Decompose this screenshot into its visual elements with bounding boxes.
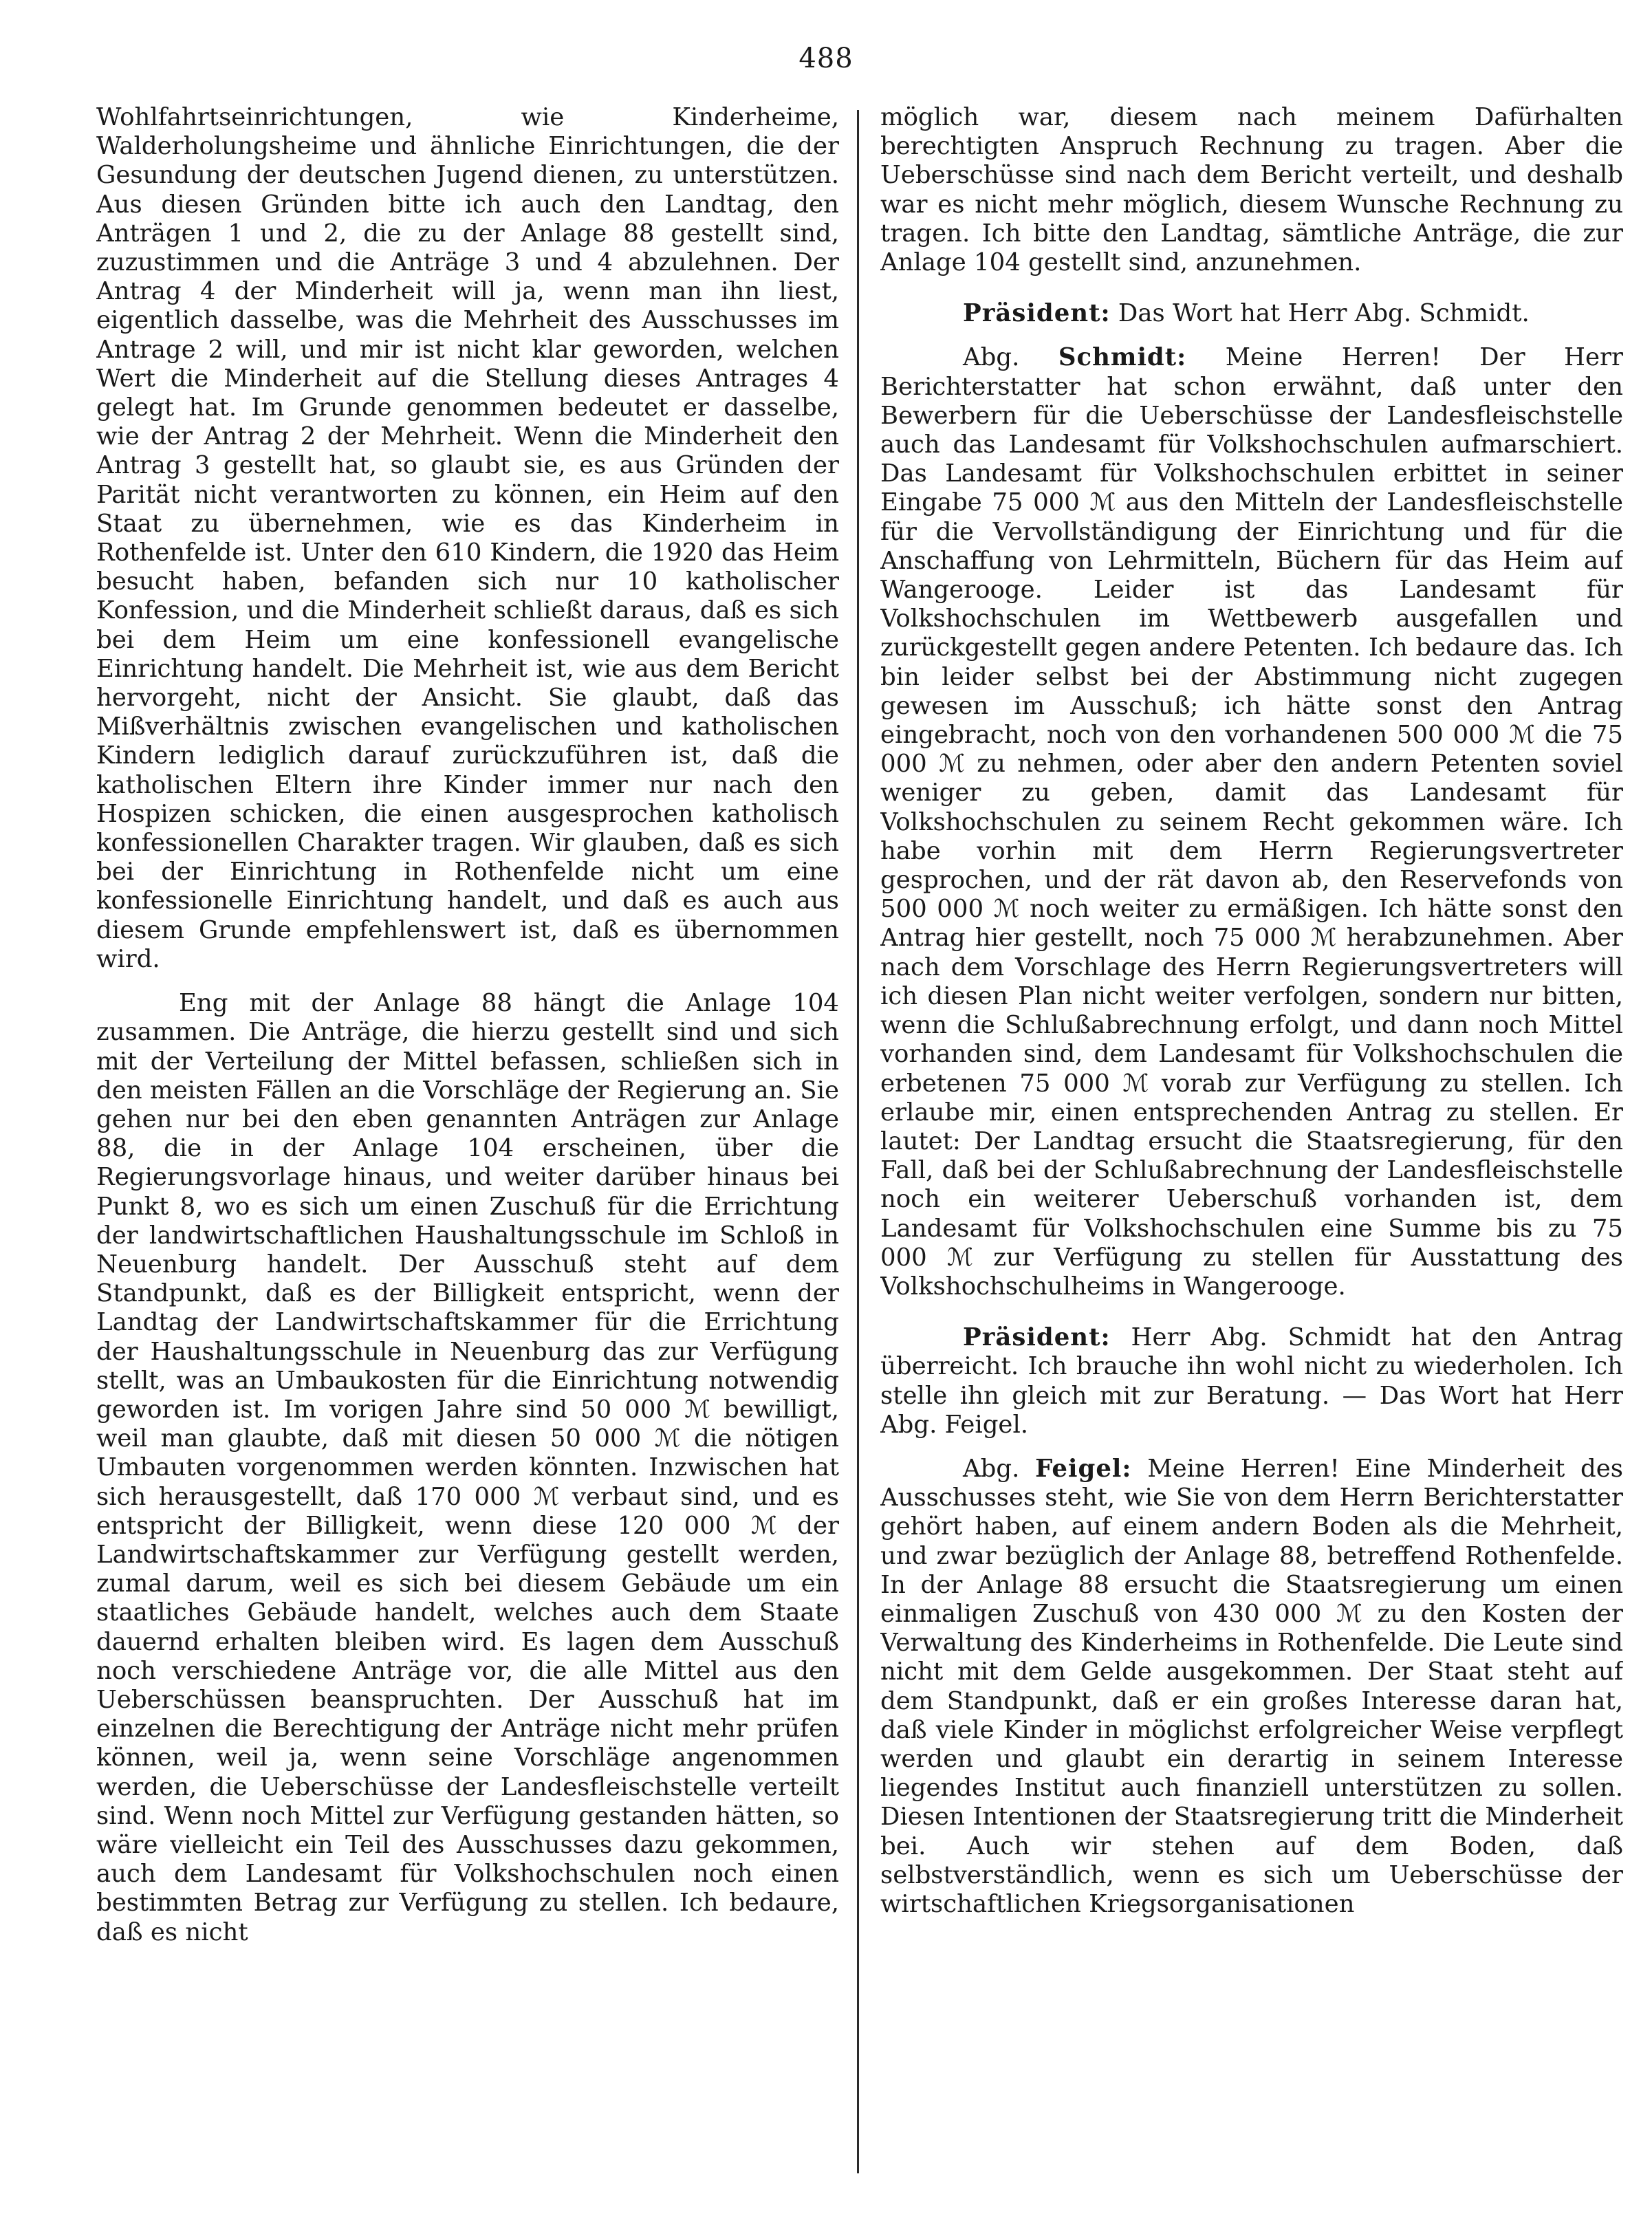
- speaker-prefix: Abg.: [963, 1454, 1020, 1483]
- column-divider: [857, 110, 859, 2173]
- right-paragraph-5: [880, 1455, 1623, 1919]
- speech-text: Herr Abg. Schmidt hat den Antrag überreicht. Ich brauche ihn wohl nicht zu wiederholen. Ich stelle ihn gleich mit zur Beratung. — Das Wort hat Herr Abg. Feigel.: [880, 1323, 1623, 1439]
- speaker-label: Schmidt:: [1058, 343, 1187, 372]
- left-paragraph-2: Eng mit der Anlage 88 hängt die Anlage 104 zusammen. Die Anträge, die hierzu gestellt sind und sich mit der Verteilung der Mittel befassen, schließen sich in den meisten Fällen an die Vorschläge der Regierung an. Sie gehen nur bei den eben genannten Anträgen zur Anlage 88, die in der Anlage 104 erscheinen, über die Regierungsvorlage hinaus, und weiter darüber hinaus bei Punkt 8, wo es sich um einen Zuschuß für die Errichtung der landwirtschaftlichen Haushaltungsschule im Schloß in Neuenburg handelt. Der Ausschuß steht auf dem Standpunkt, daß es der Billigkeit entspricht, wenn der Landtag der Landwirtschaftskammer für die Errichtung der Haushaltungsschule in Neuenburg das zur Verfügung stellt, was an Umbaukosten für die Einrichtung notwendig geworden ist. Im vorigen Jahre sind 50 000 ℳ bewilligt, weil man glaubte, daß mit diesen 50 000 ℳ die nötigen Umbauten vorgenommen werden könnten. Inzwischen hat sich herausgestellt, daß 170 000 ℳ verbaut sind, und es entspricht der Billigkeit, wenn diese 120 000 ℳ der Landwirtschaftskammer zur Verfügung gestellt werden, zumal darum, weil es sich bei diesem Gebäude um ein staatliches Gebäude handelt, welches auch dem Staate dauernd erhalten bleiben wird. Es lagen dem Ausschuß noch verschiedene Anträge vor, die alle Mittel aus den Ueberschüssen beanspruchten. Der Ausschuß hat im einzelnen die Berechtigung der Anträge nicht mehr prüfen können, weil ja, wenn seine Vorschläge angenommen werden, die Ueberschüsse der Landesfleischstelle verteilt sind. Wenn noch Mittel zur Verfügung gestanden hätten, so wäre vielleicht ein Teil des Ausschusses dazu gekommen, auch dem Landesamt für Volkshochschulen noch einen bestimmten Betrag zur Verfügung zu stellen. Ich bedaure, daß es nicht: [96, 989, 839, 1946]
- right-paragraph-1: möglich war, diesem nach meinem Dafürhalten berechtigten Anspruch Rechnung zu tragen. Aber die Ueberschüsse sind nach dem Bericht verteilt, und deshalb war es nicht mehr möglich, diesem Wunsche Rechnung zu tragen. Ich bitte den Landtag, sämtliche Anträge, die zur Anlage 104 gestellt sind, anzunehmen.: [880, 103, 1623, 277]
- page-number: 488: [798, 43, 854, 74]
- speaker-label: Präsident:: [963, 299, 1111, 328]
- speech-text: Meine Herren! Eine Minderheit des Ausschusses steht, wie Sie von dem Herrn Berichterstatter gehört haben, auf einem andern Boden als die Mehrheit, und zwar bezüglich der Anlage 88, betreffend Rothenfelde. In der Anlage 88 ersucht die Staatsregierung um einen einmaligen Zuschuß von 430 000 ℳ zu den Kosten der Verwaltung des Kinderheims in Rothenfelde. Die Leute sind nicht mit dem Gelde ausgekommen. Der Staat steht auf dem Standpunkt, daß er ein großes Interesse daran hat, daß viele Kinder in möglichst erfolgreicher Weise verpflegt werden und glaubt ein derartig in seinem Interesse liegendes Institut auch finanziell unterstützen zu sollen. Diesen Intentionen der Staatsregierung tritt die Minderheit bei. Auch wir stehen auf dem Boden, daß selbstverständlich, wenn es sich um Ueberschüsse der wirtschaftlichen Kriegsorganisationen: [880, 1454, 1623, 1918]
- left-paragraph-1: Wohlfahrtseinrichtungen, wie Kinderheime, Walderholungsheime und ähnliche Einrichtungen, die der Gesundung der deutschen Jugend dienen, zu unterstützen. Aus diesen Gründen bitte ich auch den Landtag, den Anträgen 1 und 2, die zu der Anlage 88 gestellt sind, zuzustimmen und die Anträge 3 und 4 abzulehnen. Der Antrag 4 der Minderheit will ja, wenn man ihn liest, eigentlich dasselbe, was die Mehrheit des Ausschusses im Antrage 2 will, und mir ist nicht klar geworden, welchen Wert die Minderheit auf die Stellung dieses Antrages 4 gelegt hat. Im Grunde genommen bedeutet er dasselbe, wie der Antrag 2 der Mehrheit. Wenn die Minderheit den Antrag 3 gestellt hat, so glaubt sie, es aus Gründen der Parität nicht verantworten zu können, ein Heim auf den Staat zu übernehmen, wie es das Kinderheim in Rothenfelde ist. Unter den 610 Kindern, die 1920 das Heim besucht haben, befanden sich nur 10 katholischer Konfession, und die Minderheit schließt daraus, daß es sich bei dem Heim um eine konfessionell evangelische Einrichtung handelt. Die Mehrheit ist, wie aus dem Bericht hervorgeht, nicht der Ansicht. Sie glaubt, daß das Mißverhältnis zwischen evangelischen und katholischen Kindern lediglich darauf zurückzuführen ist, daß die katholischen Eltern ihre Kinder immer nur nach den Hospizen schicken, die einen ausgesprochen katholisch konfessionellen Charakter tragen. Wir glauben, daß es sich bei der Einrichtung in Rothenfelde nicht um eine konfessionelle Einrichtung handelt, und daß es auch aus diesem Grunde empfehlenswert ist, daß es übernommen wird.: [96, 103, 839, 973]
- right-paragraph-4: [880, 1323, 1623, 1440]
- speech-text: Meine Herren! Der Herr Berichterstatter hat schon erwähnt, daß unter den Bewerbern für die Ueberschüsse der Landesfleischstelle auch das Landesamt für Volkshochschulen aufmarschiert. Das Landesamt für Volkshochschulen erbittet in seiner Eingabe 75 000 ℳ aus den Mitteln der Landesfleischstelle für die Vervollständigung der Einrichtung und für die Anschaffung von Lehrmitteln, Büchern für das Heim auf Wangerooge. Leider ist das Landesamt für Volkshochschulen im Wettbewerb ausgefallen und zurückgestellt gegen andere Petenten. Ich bedaure das. Ich bin leider selbst bei der Abstimmung nicht zugegen gewesen im Ausschuß; ich hätte sonst den Antrag eingebracht, noch von den vorhandenen 500 000 ℳ die 75 000 ℳ zu nehmen, oder aber den andern Petenten soviel weniger zu geben, damit das Landesamt für Volkshochschulen zu seinem Recht gekommen wäre. Ich habe vorhin mit dem Herrn Regierungsvertreter gesprochen, und der rät davon ab, den Reservefonds von 500 000 ℳ noch weiter zu ermäßigen. Ich hätte sonst den Antrag hier gestellt, noch 75 000 ℳ herabzunehmen. Aber nach dem Vorschlage des Herrn Regierungsvertreters will ich diesen Plan nicht weiter verfolgen, sondern nur bitten, wenn die Schlußabrechnung erfolgt, und dann noch Mittel vorhanden sind, dem Landesamt für Volkshochschulen die erbetenen 75 000 ℳ vorab zur Verfügung zu stellen. Ich erlaube mir, einen entsprechenden Antrag zu stellen. Er lautet: Der Landtag ersucht die Staatsregierung, für den Fall, daß bei der Schlußabrechnung der Landesfleischstelle noch ein weiterer Ueberschuß vorhanden ist, dem Landesamt für Volkshochschulen eine Summe bis zu 75 000 ℳ zur Verfügung zu stellen für Ausstattung des Volkshochschulheims in Wangerooge.: [880, 343, 1623, 1301]
- speaker-prefix: Abg.: [963, 343, 1020, 372]
- speaker-label: Feigel:: [1035, 1454, 1132, 1483]
- right-paragraph-3: [880, 343, 1623, 1301]
- left-column: [96, 103, 839, 2208]
- speech-text: Das Wort hat Herr Abg. Schmidt.: [1118, 299, 1530, 328]
- right-column: [880, 103, 1623, 2208]
- speaker-label: Präsident:: [963, 1323, 1111, 1352]
- right-paragraph-2: [880, 299, 1623, 328]
